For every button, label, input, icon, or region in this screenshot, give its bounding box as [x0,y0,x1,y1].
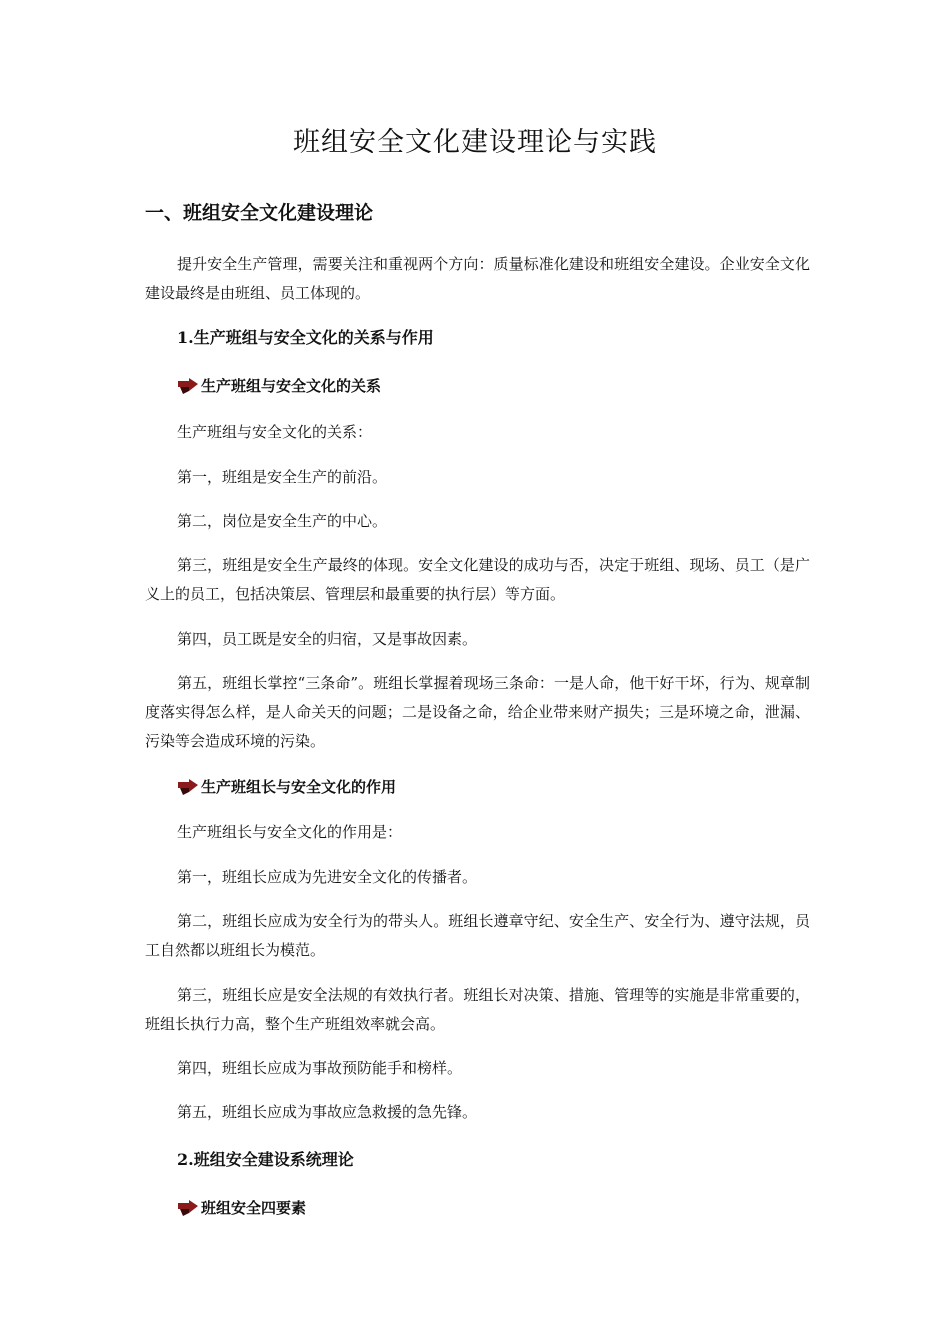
list-item: 第二，岗位是安全生产的中心。 [177,512,388,530]
bullet-heading-elements [177,1197,306,1219]
list-item: 第五，班组长掌控“三条命”。班组长掌握着现场三条命：一是人命，他干好干坏，行为、规章制度落实得怎么样，是人命关天的问题；二是设备之命，给企业带来财产损失；三是环境之命，泄漏、污染等会造成环境的污染。 [145,674,810,750]
bullet-heading-label: 生产班组长与安全文化的作用 [201,778,397,796]
bullet-heading-role [177,776,396,798]
red-arrow-bullet-icon [177,1200,199,1216]
bullet-heading-label: 生产班组与安全文化的关系 [201,377,382,395]
subsection-heading-1: 1.生产班组与安全文化的关系与作用 [177,328,434,347]
document-title: 班组安全文化建设理论与实践 [293,127,657,158]
list-item: 第一，班组长应成为先进安全文化的传播者。 [177,868,478,886]
list-item: 第二，班组长应成为安全行为的带头人。班组长遵章守纪、安全生产、安全行为、遵守法规，员工自然都以班组长为模范。 [145,912,810,959]
list-item: 第三，班组长应是安全法规的有效执行者。班组长对决策、措施、管理等的实施是非常重要的，班组长执行力高，整个生产班组效率就会高。 [145,986,810,1033]
red-arrow-bullet-icon [177,378,199,394]
relation-lead: 生产班组与安全文化的关系： [177,423,373,441]
list-item: 第一，班组是安全生产的前沿。 [177,468,388,486]
bullet-heading-relation [177,375,381,397]
role-lead: 生产班组长与安全文化的作用是： [177,823,403,841]
list-item: 第四，员工既是安全的归宿，又是事故因素。 [177,630,478,648]
list-item: 第五，班组长应成为事故应急救援的急先锋。 [177,1103,478,1121]
red-arrow-bullet-icon [177,779,199,795]
list-item: 第四，班组长应成为事故预防能手和榜样。 [177,1059,463,1077]
subsection-heading-2: 2.班组安全建设系统理论 [177,1150,354,1169]
intro-paragraph: 提升安全生产管理，需要关注和重视两个方向：质量标准化建设和班组安全建设。企业安全文化建设最终是由班组、员工体现的。 [145,255,810,302]
bullet-heading-label: 班组安全四要素 [201,1199,307,1217]
section-heading: 一、班组安全文化建设理论 [145,202,374,224]
list-item: 第三，班组是安全生产最终的体现。安全文化建设的成功与否，决定于班组、现场、员工（是广义上的员工，包括决策层、管理层和最重要的执行层）等方面。 [145,556,810,603]
